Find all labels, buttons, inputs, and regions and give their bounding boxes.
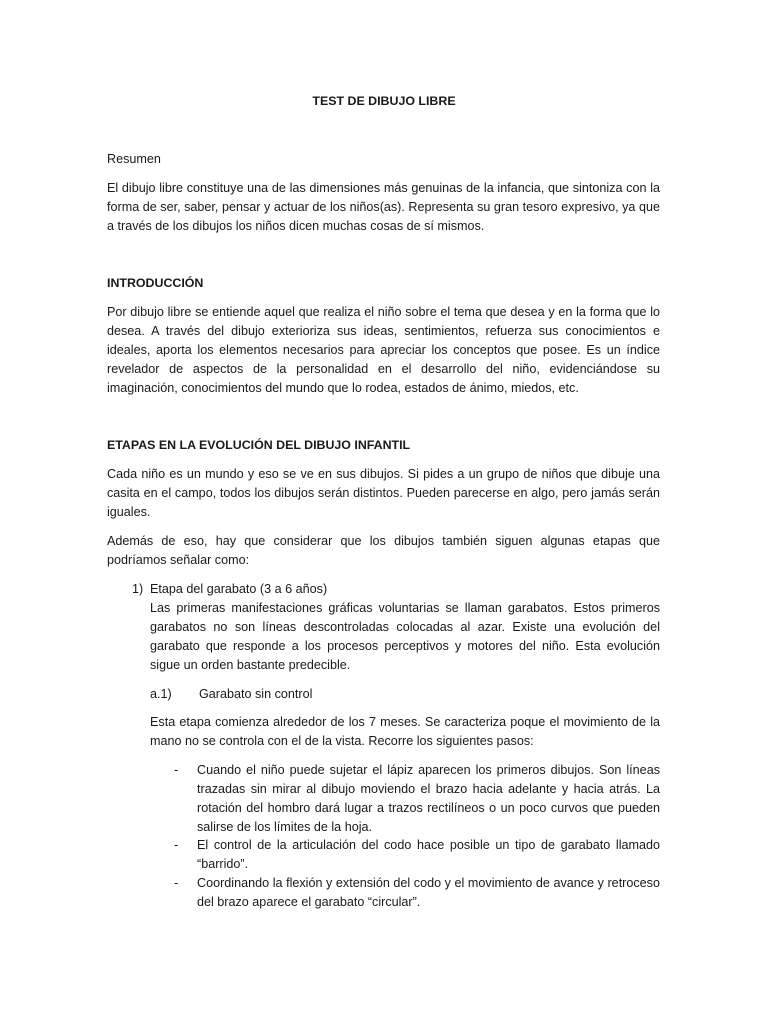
list-item-paragraph: Las primeras manifestaciones gráficas voluntarias se llaman garabatos. Estos primeros garabatos no son líneas descontroladas colocadas al azar. Existe una evolución del garabato que responde a los procesos perceptivos y motores del niño. Esta evolución sigue un orden bastante predecible. [150, 601, 660, 672]
sublist-item-title: Garabato sin control [199, 687, 313, 701]
document-title: TEST DE DIBUJO LIBRE [312, 94, 456, 108]
list-item-number: 1) [132, 582, 144, 596]
bullet-item: El control de la articulación del codo hace posible un tipo de garabato llamado “barrido”. [197, 838, 660, 871]
intro-heading: INTRODUCCIÓN [107, 276, 204, 290]
intro-paragraph: Por dibujo libre se entiende aquel que realiza el niño sobre el tema que desea y en la forma que lo desea. A través del dibujo exterioriza sus ideas, sentimientos, refuerza sus conocimientos e ideales, aporta los elementos necesarios para apreciar los conceptos que posee. Es un índice revelador de aspectos de la personalidad en el desarrollo del niño, evidenciándose su imaginación, conocimientos del mundo que lo rodea, estados de ánimo, miedos, etc. [107, 305, 660, 395]
resumen-paragraph: El dibujo libre constituye una de las dimensiones más genuinas de la infancia, que sintoniza con la forma de ser, saber, pensar y actuar de los niños(as). Representa su gran tesoro expresivo, ya que a través de los dibujos los niños dicen muchas cosas de sí mismos. [107, 181, 660, 233]
bullet-dash: - [174, 763, 179, 777]
list-item-title: Etapa del garabato (3 a 6 años) [150, 582, 328, 596]
etapas-paragraph-1: Cada niño es un mundo y eso se ve en sus dibujos. Si pides a un grupo de niños que dibuje una casita en el campo, todos los dibujos serán distintos. Pueden parecerse en algo, pero jamás serán iguales. [107, 467, 660, 519]
etapas-paragraph-2: Además de eso, hay que considerar que los dibujos también siguen algunas etapas que podríamos señalar como: [107, 534, 660, 567]
resumen-label: Resumen [107, 152, 161, 166]
bullet-item: Cuando el niño puede sujetar el lápiz aparecen los primeros dibujos. Son líneas trazadas sin mirar al dibujo moviendo el brazo hacia adelante y hacia atrás. La rotación del hombro dará lugar a trazos rectilíneos o un poco curvos que pueden salirse de los límites de la hoja. [197, 763, 660, 834]
bullet-dash: - [174, 838, 179, 852]
bullet-dash: - [174, 876, 179, 890]
sublist-item-number: a.1) [150, 687, 172, 701]
sublist-item-paragraph: Esta etapa comienza alrededor de los 7 meses. Se caracteriza poque el movimiento de la mano no se controla con el de la vista. Recorre los siguientes pasos: [150, 715, 660, 748]
bullet-item: Coordinando la flexión y extensión del codo y el movimiento de avance y retroceso del brazo aparece el garabato “circular”. [197, 876, 660, 909]
etapas-heading: ETAPAS EN LA EVOLUCIÓN DEL DIBUJO INFANTIL [107, 438, 411, 452]
